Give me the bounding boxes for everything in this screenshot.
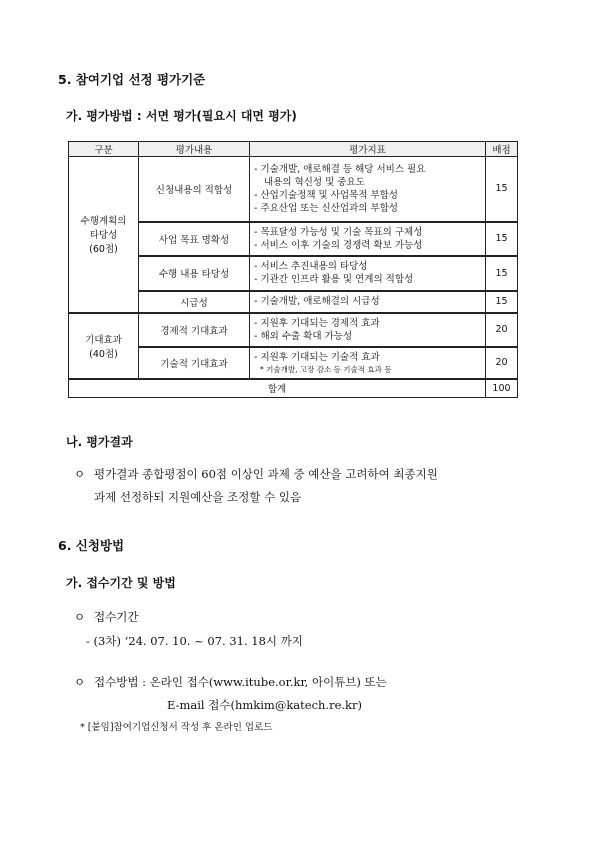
period-bullet: ㅇ bbox=[74, 610, 86, 624]
result-text-line2: 과제 선정하되 지원예산을 조정할 수 있음 bbox=[94, 490, 302, 504]
method-line1: 접수방법 : 온라인 접수(www.itube.or.kr, 아이튜브) 또는 bbox=[94, 675, 387, 689]
content-cell: 사업 목표 명확성 bbox=[139, 222, 250, 256]
score-cell: 15 bbox=[486, 222, 518, 256]
content-cell: 기술적 기대효과 bbox=[139, 347, 250, 379]
section-6-title: 6. 신청방법 bbox=[58, 538, 125, 553]
score-cell: 20 bbox=[486, 347, 518, 379]
indicator-cell: - 기술개발, 애로해결 등 해당 서비스 필요 내용의 혁신성 및 중요도 - 산업기술정책 및 사업목적 부합성 - 주요산업 또는 신산업과의 부합성 bbox=[250, 157, 486, 222]
score-cell: 15 bbox=[486, 291, 518, 313]
indicator-cell: - 지원후 기대되는 경제적 효과 - 해외 수출 확대 가능성 bbox=[250, 313, 486, 347]
period-value: - (3차) ‘24. 07. 10. ~ 07. 31. 18시 까지 bbox=[86, 634, 303, 648]
score-cell: 15 bbox=[486, 256, 518, 291]
content-cell: 신청내용의 적합성 bbox=[139, 157, 250, 222]
method-line2: E-mail 접수(hmkim@katech.re.kr) bbox=[167, 698, 362, 712]
table-header-row bbox=[69, 142, 518, 157]
total-score: 100 bbox=[486, 379, 518, 398]
reception-heading: 가. 접수기간 및 방법 bbox=[66, 576, 176, 590]
evaluation-criteria-table bbox=[68, 141, 518, 398]
method-bullet: ㅇ bbox=[74, 675, 86, 689]
indicator-cell: - 지원후 기대되는 기술적 효과 * 기술개발, 고장 감소 등 기술적 효과 등 bbox=[250, 347, 486, 379]
content-cell: 수행 내용 타당성 bbox=[139, 256, 250, 291]
group-plan-validity: 수행계획의 타당성 (60점) bbox=[69, 157, 139, 313]
total-label: 합계 bbox=[69, 379, 486, 398]
result-text-line1: 평가결과 종합평점이 60점 이상인 과제 중 예산을 고려하여 최종지원 bbox=[94, 467, 438, 481]
header-category: 구분 bbox=[69, 142, 139, 157]
score-cell: 20 bbox=[486, 313, 518, 347]
header-content: 평가내용 bbox=[139, 142, 250, 157]
content-cell: 경제적 기대효과 bbox=[139, 313, 250, 347]
footnote: * [붙임]참여기업신청서 작성 후 온라인 업로드 bbox=[80, 722, 273, 733]
content-cell: 시급성 bbox=[139, 291, 250, 313]
indicator-cell: - 서비스 추진내용의 타당성 - 기관간 인프라 활용 및 연계의 적합성 bbox=[250, 256, 486, 291]
indicator-cell: - 기술개발, 애로해결의 시급성 bbox=[250, 291, 486, 313]
evaluation-method-heading: 가. 평가방법 : 서면 평가(필요시 대면 평가) bbox=[66, 109, 297, 123]
table-row bbox=[69, 313, 518, 347]
indicator-cell: - 목표달성 가능성 및 기술 목표의 구체성 - 서비스 이후 기술의 경쟁력 확보 가능성 bbox=[250, 222, 486, 256]
evaluation-result-heading: 나. 평가결과 bbox=[66, 435, 133, 449]
total-row bbox=[69, 379, 518, 398]
score-cell: 15 bbox=[486, 157, 518, 222]
header-indicator: 평가지표 bbox=[250, 142, 486, 157]
header-score: 배점 bbox=[486, 142, 518, 157]
group-expected-effect: 기대효과 (40점) bbox=[69, 313, 139, 379]
section-5-title: 5. 참여기업 선정 평가기준 bbox=[58, 72, 206, 87]
period-label: 접수기간 bbox=[94, 610, 139, 624]
table-row bbox=[69, 157, 518, 222]
result-bullet: ㅇ bbox=[74, 467, 86, 481]
